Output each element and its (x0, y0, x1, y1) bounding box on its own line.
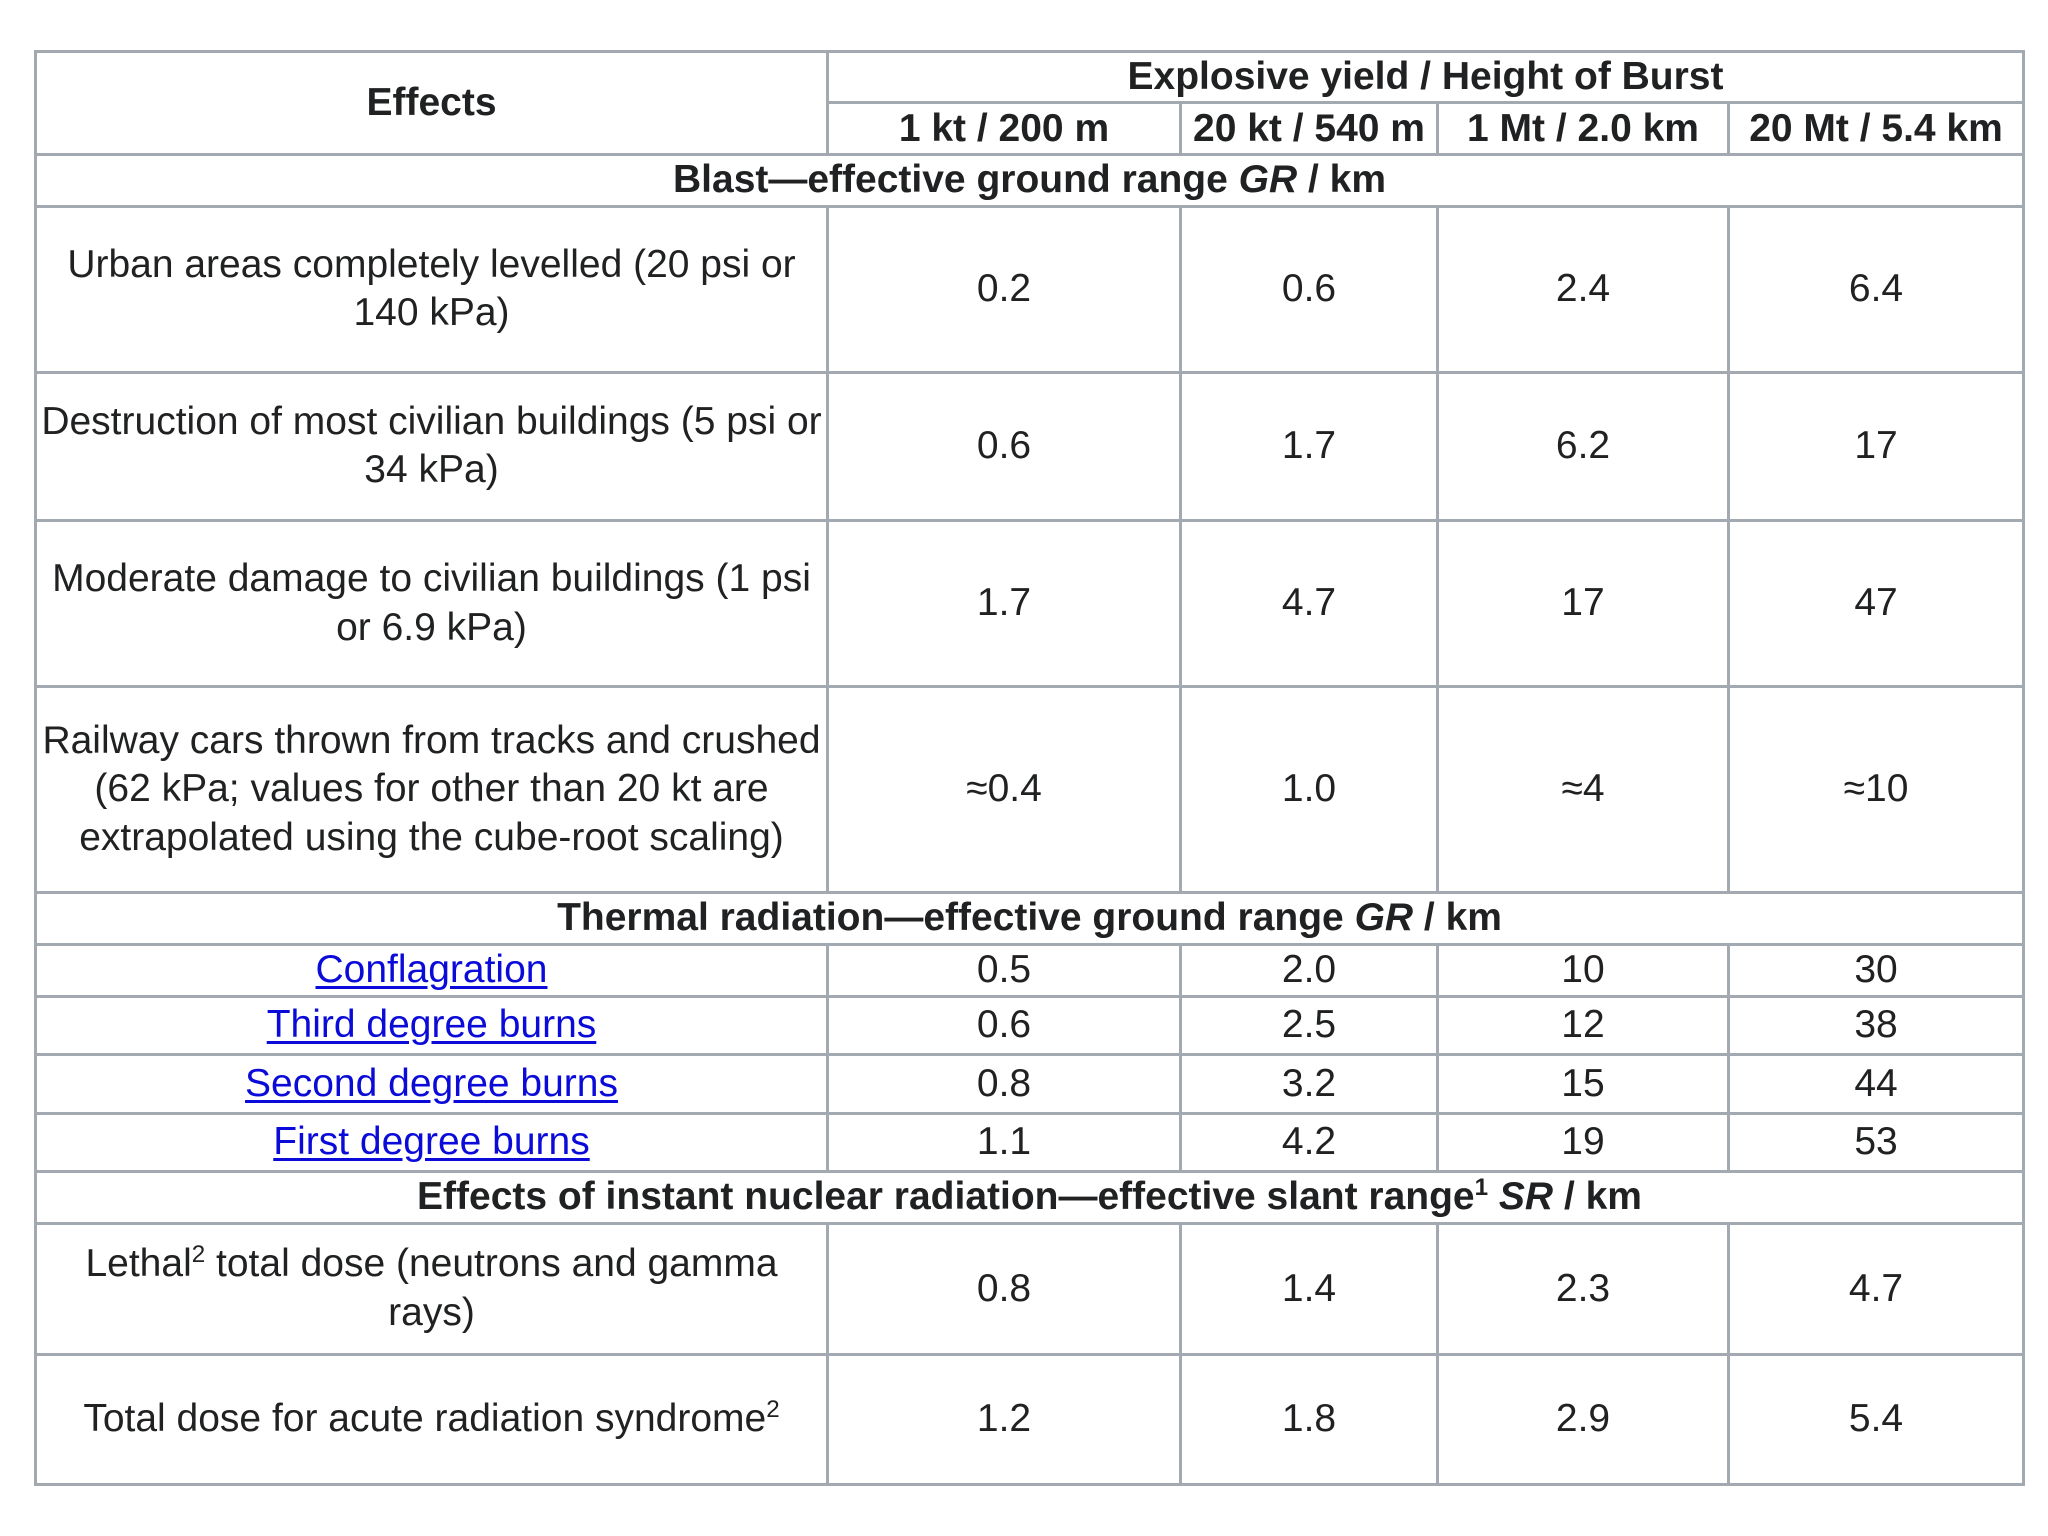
row-label: Urban areas completely levelled (20 psi or 140 kPa) (36, 206, 828, 372)
value-cell: 3.2 (1181, 1054, 1438, 1113)
row-label (36, 1354, 828, 1484)
column-header-20mt: 20 Mt / 5.4 km (1729, 103, 2024, 155)
section-title-blast (36, 155, 2024, 206)
value-cell: 1.4 (1181, 1223, 1438, 1354)
value-cell: 38 (1729, 996, 2024, 1054)
value-cell: 17 (1438, 521, 1729, 687)
table-row (36, 1354, 2024, 1484)
value-cell: 10 (1438, 944, 1729, 996)
section-title-text: Thermal radiation—effective ground range (557, 896, 1355, 940)
table-row (36, 1113, 2024, 1171)
section-header-radiation (36, 1171, 2024, 1223)
section-title-text: Blast—effective ground range (673, 158, 1239, 202)
footnote-marker: 1 (1474, 1174, 1489, 1202)
header-row-1 (36, 52, 2024, 103)
value-cell: 0.6 (828, 372, 1181, 520)
footnote-marker: 2 (191, 1241, 206, 1269)
value-cell: 2.9 (1438, 1354, 1729, 1484)
section-title-unit: / km (1553, 1175, 1642, 1219)
table-row (36, 996, 2024, 1054)
value-cell: 19 (1438, 1113, 1729, 1171)
table-row (36, 1223, 2024, 1354)
third-degree-burns-link[interactable]: Third degree burns (266, 1002, 597, 1046)
row-label: Moderate damage to civilian buildings (1 psi or 6.9 kPa) (36, 521, 828, 687)
value-cell: 0.6 (1181, 206, 1438, 372)
value-cell: 0.5 (828, 944, 1181, 996)
section-title-radiation (36, 1171, 2024, 1223)
value-cell: 2.4 (1438, 206, 1729, 372)
value-cell: 30 (1729, 944, 2024, 996)
value-cell: 5.4 (1729, 1354, 2024, 1484)
conflagration-link[interactable]: Conflagration (315, 947, 548, 991)
table-row (36, 521, 2024, 687)
column-header-1mt: 1 Mt / 2.0 km (1438, 103, 1729, 155)
table-row (36, 944, 2024, 996)
section-header-thermal (36, 893, 2024, 944)
first-degree-burns-link[interactable]: First degree burns (273, 1120, 590, 1164)
row-label-cell (36, 996, 828, 1054)
value-cell: 1.8 (1181, 1354, 1438, 1484)
table-row (36, 372, 2024, 520)
value-cell: ≈4 (1438, 687, 1729, 893)
table-row (36, 687, 2024, 893)
value-cell: 15 (1438, 1054, 1729, 1113)
row-label: Railway cars thrown from tracks and crushed (62 kPa; values for other than 20 kt are extrapolated using the cube-root scaling) (36, 687, 828, 893)
row-label-cell (36, 1113, 828, 1171)
effects-header: Effects (36, 52, 828, 155)
value-cell: 1.2 (828, 1354, 1181, 1484)
column-header-1kt: 1 kt / 200 m (828, 103, 1181, 155)
value-cell: 4.7 (1729, 1223, 2024, 1354)
table-row (36, 206, 2024, 372)
section-title-symbol: GR (1238, 158, 1298, 202)
value-cell: 6.4 (1729, 206, 2024, 372)
value-cell: 17 (1729, 372, 2024, 520)
value-cell: 47 (1729, 521, 2024, 687)
section-title-unit: / km (1413, 896, 1502, 940)
footnote-marker: 2 (766, 1396, 780, 1424)
section-title-thermal (36, 893, 2024, 944)
value-cell: 0.2 (828, 206, 1181, 372)
row-label-text: Lethal (85, 1242, 192, 1286)
value-cell: 0.8 (828, 1223, 1181, 1354)
value-cell: 2.0 (1181, 944, 1438, 996)
row-label (36, 1223, 828, 1354)
value-cell: ≈0.4 (828, 687, 1181, 893)
value-cell: 12 (1438, 996, 1729, 1054)
value-cell: 0.8 (828, 1054, 1181, 1113)
value-cell: 0.6 (828, 996, 1181, 1054)
value-cell: 2.3 (1438, 1223, 1729, 1354)
row-label: Destruction of most civilian buildings (5 psi or 34 kPa) (36, 372, 828, 520)
yield-group-header: Explosive yield / Height of Burst (828, 52, 2024, 103)
value-cell: 1.7 (828, 521, 1181, 687)
value-cell: 6.2 (1438, 372, 1729, 520)
section-title-symbol: GR (1354, 896, 1414, 940)
column-header-20kt: 20 kt / 540 m (1181, 103, 1438, 155)
section-title-unit: / km (1297, 158, 1386, 202)
section-header-blast (36, 155, 2024, 206)
value-cell: ≈10 (1729, 687, 2024, 893)
nuclear-effects-table (34, 50, 2025, 1486)
value-cell: 1.7 (1181, 372, 1438, 520)
value-cell: 53 (1729, 1113, 2024, 1171)
row-label-cell (36, 1054, 828, 1113)
value-cell: 44 (1729, 1054, 2024, 1113)
row-label-text-rest: total dose (neutrons and gamma rays) (205, 1242, 778, 1334)
row-label-cell (36, 944, 828, 996)
section-title-text: Effects of instant nuclear radiation—effective slant range (417, 1175, 1475, 1219)
section-title-symbol: SR (1498, 1175, 1554, 1219)
second-degree-burns-link[interactable]: Second degree burns (245, 1061, 618, 1105)
value-cell: 2.5 (1181, 996, 1438, 1054)
value-cell: 4.2 (1181, 1113, 1438, 1171)
value-cell: 1.1 (828, 1113, 1181, 1171)
row-label-text: Total dose for acute radiation syndrome (83, 1397, 767, 1441)
value-cell: 4.7 (1181, 521, 1438, 687)
table-row (36, 1054, 2024, 1113)
value-cell: 1.0 (1181, 687, 1438, 893)
